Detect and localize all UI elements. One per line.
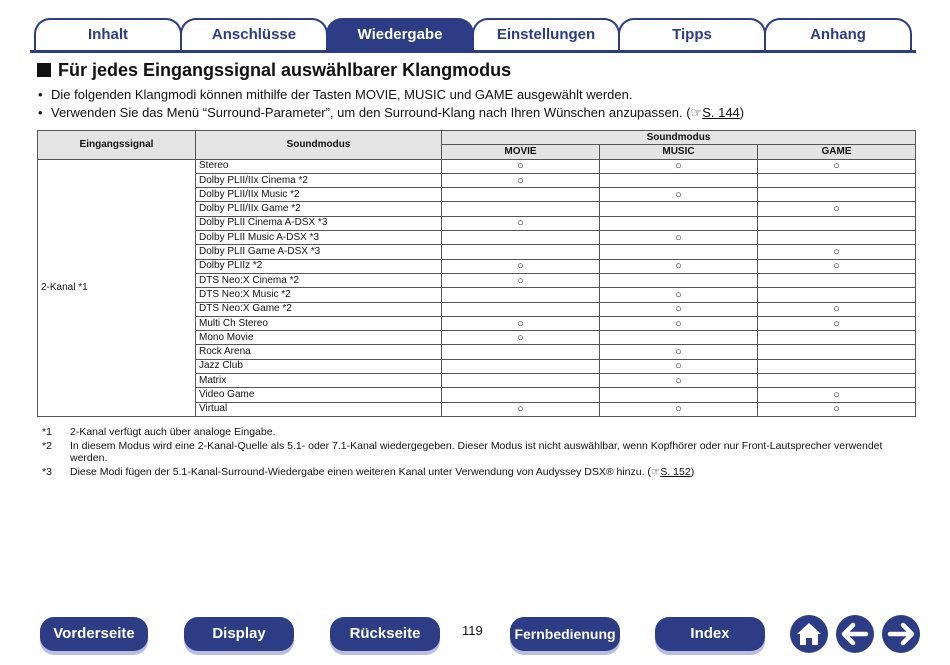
mode-mark-movie — [442, 302, 600, 316]
mode-mark-music — [600, 173, 758, 187]
footnote-text: In diesem Modus wird eine 2-Kanal-Quelle als 5.1- oder 7.1-Kanal wiedergegeben. Dieser Modus ist nicht auswählbar, wenn Kopfhörer oder nur Front-Lautsprecher verwendet werden. — [70, 440, 883, 464]
mode-mark-music — [600, 273, 758, 287]
footnote-mark: *3 — [42, 466, 52, 478]
sound-mode-name: Dolby PLII/IIx Game *2 — [196, 202, 442, 216]
mode-mark-movie — [442, 202, 600, 216]
sound-mode-name: DTS Neo:X Cinema *2 — [196, 273, 442, 287]
sound-mode-name: Virtual — [196, 402, 442, 416]
pointing-hand-icon: ☞ — [690, 105, 703, 120]
mode-mark-music — [600, 331, 758, 345]
vorderseite-button[interactable]: Vorderseite — [40, 617, 148, 651]
mode-mark-music — [600, 202, 758, 216]
footnote-mark: *1 — [42, 426, 52, 438]
mode-mark-movie: ○ — [442, 173, 600, 187]
footnote-mark: *2 — [42, 440, 52, 452]
tab-anschluesse[interactable]: Anschlüsse — [180, 18, 328, 50]
mode-mark-game: ○ — [758, 202, 916, 216]
mode-mark-game: ○ — [758, 316, 916, 330]
mode-mark-music — [600, 245, 758, 259]
footnote — [40, 426, 910, 438]
pointing-hand-icon: ☞ — [650, 466, 661, 478]
sound-mode-name: DTS Neo:X Music *2 — [196, 288, 442, 302]
footnote-text: Diese Modi fügen der 5.1-Kanal-Surround-Wiedergabe einen weiteren Kanal unter Verwendung von Audyssey DSX® hinzu. — [70, 466, 645, 478]
mode-mark-game — [758, 374, 916, 388]
mode-mark-game — [758, 345, 916, 359]
header-sound-mode: Soundmodus — [196, 131, 442, 160]
mode-mark-music: ○ — [600, 259, 758, 273]
home-icon[interactable] — [790, 615, 828, 653]
mode-mark-game: ○ — [758, 402, 916, 416]
footnote: *3 Diese Modi fügen der 5.1-Kanal-Surround-Wiedergabe einen weiteren Kanal unter Verwendung von Audyssey DSX® hinzu. (☞S. 152) — [42, 466, 695, 478]
mode-mark-movie — [442, 345, 600, 359]
bullet-text: Die folgenden Klangmodi können mithilfe der Tasten MOVIE, MUSIC und GAME ausgewählt werden. — [51, 87, 633, 102]
header-input-signal: Eingangssignal — [38, 131, 196, 160]
mode-mark-music: ○ — [600, 316, 758, 330]
table-row — [38, 159, 916, 173]
mode-mark-music: ○ — [600, 302, 758, 316]
tab-bar — [30, 15, 916, 53]
page-title — [37, 60, 511, 81]
sound-mode-name: Dolby PLII Game A-DSX *3 — [196, 245, 442, 259]
mode-mark-game: ○ — [758, 388, 916, 402]
mode-mark-game — [758, 188, 916, 202]
rueckseite-button[interactable]: Rückseite — [330, 617, 440, 651]
back-arrow-icon[interactable] — [836, 615, 874, 653]
tab-einstellungen[interactable]: Einstellungen — [472, 18, 620, 50]
mode-mark-movie — [442, 388, 600, 402]
mode-mark-game — [758, 273, 916, 287]
mode-mark-music: ○ — [600, 159, 758, 173]
mode-mark-game — [758, 216, 916, 230]
sound-mode-name: Rock Arena — [196, 345, 442, 359]
bullet-item: • Verwenden Sie das Menü “Surround-Parameter”, um den Surround-Klang nach Ihren Wünschen anzupassen. (☞S. 144) — [38, 104, 918, 122]
mode-mark-game — [758, 359, 916, 373]
page-title-text: Für jedes Eingangssignal auswählbarer Klangmodus — [58, 60, 512, 80]
input-signal-cell: 2-Kanal *1 — [38, 159, 196, 416]
mode-mark-game — [758, 173, 916, 187]
intro-bullets — [38, 86, 918, 122]
table-body — [38, 159, 916, 416]
index-button[interactable]: Index — [655, 617, 765, 651]
square-bullet-icon — [37, 63, 51, 77]
sound-mode-name: Video Game — [196, 388, 442, 402]
footnote — [40, 440, 910, 464]
mode-mark-music: ○ — [600, 288, 758, 302]
fernbedienung-button[interactable]: Fernbedienung — [510, 617, 620, 651]
sound-mode-name: Matrix — [196, 374, 442, 388]
sound-mode-name: Mono Movie — [196, 331, 442, 345]
mode-mark-movie: ○ — [442, 331, 600, 345]
sound-mode-name: DTS Neo:X Game *2 — [196, 302, 442, 316]
mode-mark-movie: ○ — [442, 316, 600, 330]
mode-mark-movie: ○ — [442, 159, 600, 173]
header-music: MUSIC — [600, 145, 758, 159]
mode-mark-movie: ○ — [442, 259, 600, 273]
mode-mark-music: ○ — [600, 345, 758, 359]
mode-mark-game: ○ — [758, 259, 916, 273]
sound-mode-name: Multi Ch Stereo — [196, 316, 442, 330]
mode-mark-movie — [442, 231, 600, 245]
forward-arrow-icon[interactable] — [882, 615, 920, 653]
tab-inhalt[interactable]: Inhalt — [34, 18, 182, 50]
sound-mode-name: Dolby PLII Cinema A-DSX *3 — [196, 216, 442, 230]
page-ref-link[interactable]: S. 144 — [702, 105, 740, 120]
header-movie: MOVIE — [442, 145, 600, 159]
mode-mark-music — [600, 216, 758, 230]
mode-mark-game — [758, 288, 916, 302]
mode-mark-music: ○ — [600, 188, 758, 202]
footnote-text: 2-Kanal verfügt auch über analoge Eingabe. — [70, 426, 276, 438]
mode-mark-game: ○ — [758, 302, 916, 316]
mode-mark-music: ○ — [600, 359, 758, 373]
sound-mode-name: Dolby PLII Music A-DSX *3 — [196, 231, 442, 245]
sound-mode-name: Stereo — [196, 159, 442, 173]
mode-mark-music — [600, 388, 758, 402]
header-game: GAME — [758, 145, 916, 159]
bullet-item — [38, 86, 918, 104]
mode-mark-movie — [442, 359, 600, 373]
sound-mode-name: Dolby PLII/IIx Music *2 — [196, 188, 442, 202]
sound-mode-name: Dolby PLII/IIx Cinema *2 — [196, 173, 442, 187]
bottom-nav — [0, 614, 950, 665]
mode-mark-movie — [442, 245, 600, 259]
mode-mark-music: ○ — [600, 231, 758, 245]
mode-mark-game: ○ — [758, 245, 916, 259]
mode-mark-movie: ○ — [442, 402, 600, 416]
page-number: 119 — [462, 623, 483, 638]
mode-mark-game — [758, 331, 916, 345]
tab-wiedergabe[interactable]: Wiedergabe — [326, 18, 474, 50]
mode-mark-music: ○ — [600, 402, 758, 416]
tab-tipps[interactable]: Tipps — [618, 18, 766, 50]
mode-mark-movie — [442, 188, 600, 202]
tab-anhang[interactable]: Anhang — [764, 18, 912, 50]
mode-mark-movie — [442, 288, 600, 302]
mode-mark-game — [758, 231, 916, 245]
page-ref-link[interactable]: S. 152 — [660, 466, 691, 478]
tab-baseline — [30, 50, 916, 53]
mode-mark-movie: ○ — [442, 216, 600, 230]
sound-mode-table — [37, 130, 916, 417]
sound-mode-name: Dolby PLIIz *2 — [196, 259, 442, 273]
mode-mark-game: ○ — [758, 159, 916, 173]
footnotes — [40, 426, 910, 480]
mode-mark-music: ○ — [600, 374, 758, 388]
display-button[interactable]: Display — [184, 617, 294, 651]
bullet-text: Verwenden Sie das Menü “Surround-Parameter”, um den Surround-Klang nach Ihren Wünschen anzupassen. — [51, 105, 683, 120]
header-sound-mode-group: Soundmodus — [442, 131, 916, 145]
mode-mark-movie: ○ — [442, 273, 600, 287]
mode-mark-movie — [442, 374, 600, 388]
sound-mode-name: Jazz Club — [196, 359, 442, 373]
